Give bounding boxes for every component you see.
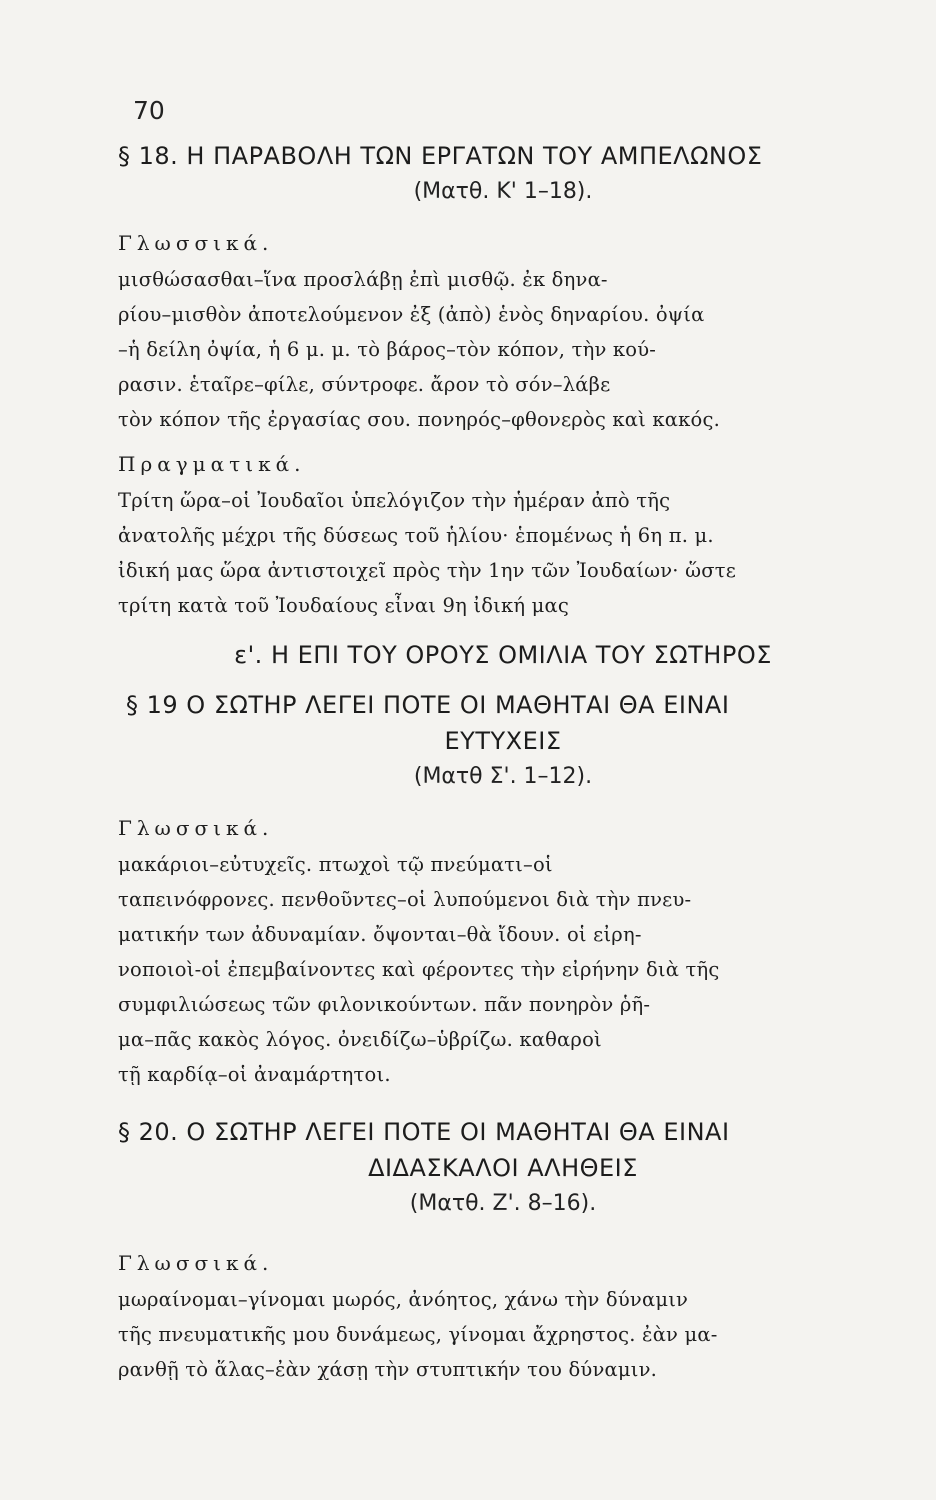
section-18-glossika-label: Γλωσσικά. (118, 231, 274, 255)
text-line: μωραίνομαι–γίνομαι μωρός, ἀνόητος, χάνω τὴν δύναμιν (118, 1288, 689, 1311)
section-20-reference: (Ματθ. Ζ'. 8–16). (409, 1191, 597, 1216)
text-line: τὸν κόπον τῆς ἐργασίας σου. πονηρός–φθονερὸς καὶ κακός. (118, 408, 720, 431)
text-line: τῆς πνευματικῆς μου δυνάμεως, γίνομαι ἄχρηστος. ἐὰν μα- (118, 1323, 718, 1346)
section-20 (118, 1114, 888, 1387)
section-19-heading-line1: § 19 Ο ΣΩΤΗΡ ΛΕΓΕΙ ΠΟΤΕ ΟΙ ΜΑΘΗΤΑΙ ΘΑ ΕΙΝΑΙ (126, 691, 730, 719)
text-line: τρίτη κατὰ τοῦ Ἰουδαίους εἶναι 9η ἰδική μας (118, 594, 570, 617)
text-line: ρίου–μισθὸν ἀποτελούμενον ἐξ (ἀπὸ) ἑνὸς δηναρίου. ὀψία (118, 303, 705, 326)
section-18-pragmatika-label: Πραγματικά. (118, 452, 306, 476)
section-18-reference: (Ματθ. Κ' 1–18). (413, 179, 593, 204)
text-line: μισθώσασθαι–ἵνα προσλάβῃ ἐπὶ μισθῷ. ἐκ δηνα- (118, 268, 608, 291)
part-e-heading: ε'. Η ΕΠΙ ΤΟΥ ΟΡΟΥΣ ΟΜΙΛΙΑ ΤΟΥ ΣΩΤΗΡΟΣ (234, 641, 772, 669)
section-18 (118, 138, 888, 623)
text-line: συμφιλιώσεως τῶν φιλονικούντων. πᾶν πονηρὸν ῥῆ- (118, 993, 651, 1016)
text-line: ρασιν. ἑταῖρε–φίλε, σύντροφε. ἄρον τὸ σόν–λάβε (118, 373, 611, 396)
page-number: 70 (133, 96, 165, 125)
section-20-heading-line1: § 20. Ο ΣΩΤΗΡ ΛΕΓΕΙ ΠΟΤΕ ΟΙ ΜΑΘΗΤΑΙ ΘΑ ΕΙΝΑΙ (118, 1118, 730, 1146)
text-line: τῇ καρδίᾳ–οἱ ἀναμάρτητοι. (118, 1063, 391, 1086)
section-18-heading: § 18. Η ΠΑΡΑΒΟΛΗ ΤΩΝ ΕΡΓΑΤΩΝ ΤΟΥ ΑΜΠΕΛΩΝΟΣ (118, 142, 763, 170)
text-line: ἀνατολῆς μέχρι τῆς δύσεως τοῦ ἡλίου· ἑπομένως ἡ 6η π. μ. (118, 524, 714, 547)
text-line: ἰδική μας ὥρα ἀντιστοιχεῖ πρὸς τὴν 1ην τῶν Ἰουδαίων· ὥστε (118, 559, 737, 582)
section-18-pragmatika-text (118, 483, 888, 623)
section-18-glossika-text (118, 262, 888, 437)
text-line: μακάριοι–εὐτυχεῖς. πτωχοὶ τῷ πνεύματι–οἱ (118, 853, 553, 876)
section-19-glossika-text (118, 847, 888, 1092)
page-content (118, 138, 888, 1387)
section-20-glossika-text (118, 1282, 888, 1387)
section-20-glossika-label: Γλωσσικά. (118, 1251, 274, 1275)
text-line: Τρίτη ὥρα–οἱ Ἰουδαῖοι ὑπελόγιζον τὴν ἡμέραν ἀπὸ τῆς (118, 489, 671, 512)
text-line: νοποιοὶ-οἱ ἐπεμβαίνοντες καὶ φέροντες τὴν εἰρήνην διὰ τῆς (118, 958, 720, 981)
section-19-heading-line2: ΕΥΤΥΧΕΙΣ (444, 727, 562, 755)
section-20-heading-line2: ΔΙΔΑΣΚΑΛΟΙ ΑΛΗΘΕΙΣ (368, 1154, 638, 1182)
text-line: –ἡ δείλη ὀψία, ἡ 6 μ. μ. τὸ βάρος–τὸν κόπον, τὴν κού- (118, 338, 657, 361)
section-19-reference: (Ματθ Σ'. 1–12). (413, 764, 593, 789)
text-line: ταπεινόφρονες. πενθοῦντες–οἱ λυπούμενοι διὰ τὴν πνευ- (118, 888, 692, 911)
section-19 (118, 687, 888, 1092)
text-line: μα–πᾶς κακὸς λόγος. ὀνειδίζω–ὑβρίζω. καθαροὶ (118, 1028, 602, 1051)
text-line: ρανθῇ τὸ ἅλας–ἐὰν χάσῃ τὴν στυπτικήν του δύναμιν. (118, 1358, 658, 1381)
text-line: ματικήν των ἀδυναμίαν. ὄψονται–θὰ ἴδουν. οἱ εἰρη- (118, 923, 642, 946)
section-19-glossika-label: Γλωσσικά. (118, 816, 274, 840)
